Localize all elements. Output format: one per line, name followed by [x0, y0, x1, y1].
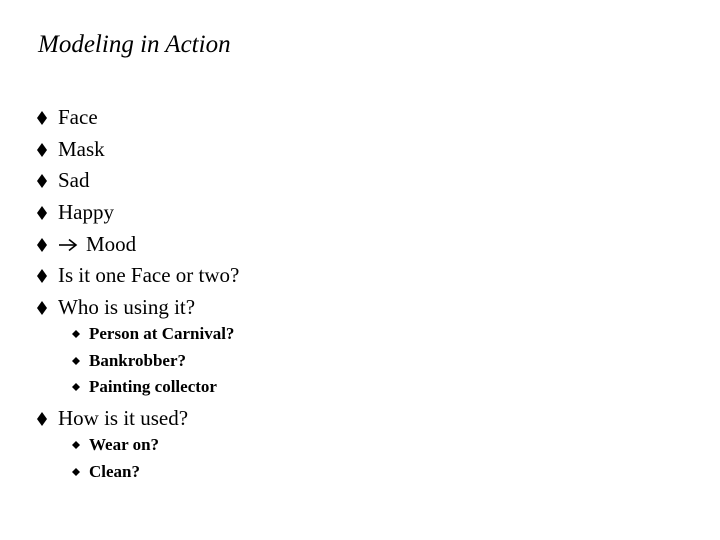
diamond-bullet-icon — [37, 111, 47, 125]
small-diamond-bullet-icon — [72, 383, 80, 391]
diamond-bullet-icon — [37, 238, 47, 252]
small-diamond-bullet-icon — [72, 357, 80, 365]
sub-bullet-item: Wear on? — [89, 435, 160, 454]
sub-bullet-item: Painting collector — [89, 377, 217, 396]
sub-bullet-item: Person at Carnival? — [89, 324, 235, 343]
diamond-bullet-icon — [37, 206, 47, 220]
slide-title: Modeling in Action — [38, 31, 231, 58]
diamond-bullet-icon — [37, 269, 47, 283]
bullet-item: Happy — [58, 200, 114, 224]
bullet-item: Is it one Face or two? — [58, 263, 240, 287]
diamond-bullet-icon — [37, 174, 47, 188]
bullet-item: Mask — [58, 137, 105, 161]
bullet-item: Sad — [58, 168, 90, 192]
small-diamond-bullet-icon — [72, 468, 80, 476]
diamond-bullet-icon — [37, 412, 47, 426]
diamond-bullet-icon — [37, 143, 47, 157]
bullet-item: How is it used? — [58, 406, 189, 430]
small-diamond-bullet-icon — [72, 330, 80, 338]
sub-bullet-item: Bankrobber? — [89, 351, 186, 370]
bullet-item: Who is using it? — [58, 295, 196, 319]
bullet-item: Face — [58, 105, 98, 129]
small-diamond-bullet-icon — [72, 441, 80, 449]
diamond-bullet-icon — [37, 301, 47, 315]
bullet-item-label: Mood — [86, 232, 137, 256]
bullet-item-mood — [58, 231, 136, 258]
sub-bullet-item: Clean? — [89, 462, 140, 481]
arrow-right-icon — [58, 232, 78, 258]
